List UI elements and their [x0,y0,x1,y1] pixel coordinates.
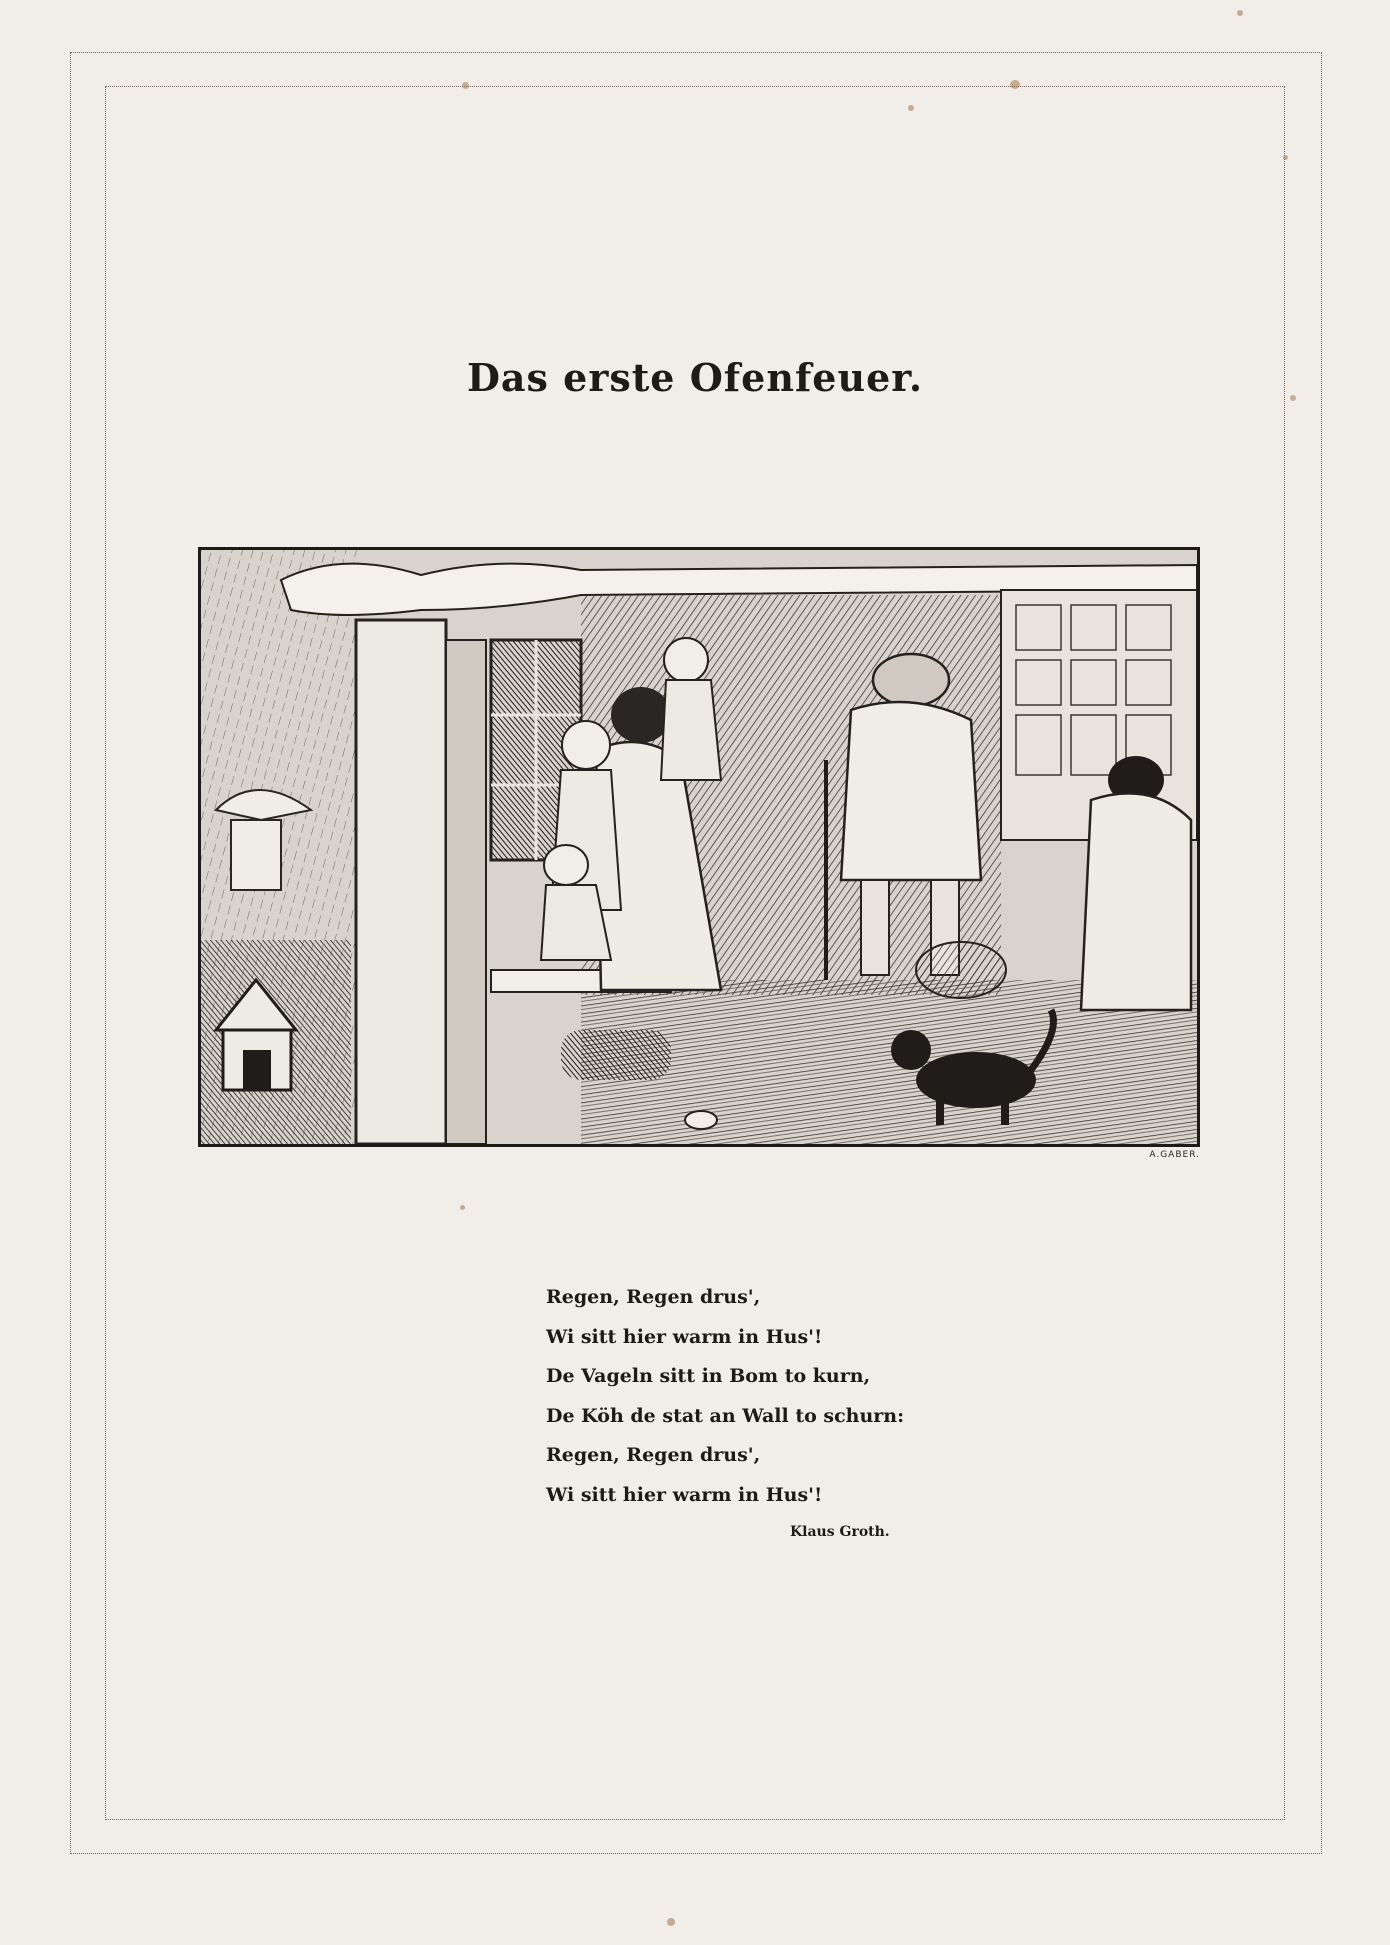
foxing-speck [1237,10,1243,16]
foxing-speck [908,105,914,111]
foxing-speck [462,82,469,89]
foxing-speck [460,1205,465,1210]
poem-line: Regen, Regen drus', [546,1444,761,1466]
poem-line: Regen, Regen drus', [546,1286,761,1308]
foxing-speck [1283,155,1288,160]
poem-stanza [546,1278,946,1515]
engraving-illustration [198,547,1200,1147]
page-title: Das erste Ofenfeuer. [466,355,924,400]
poem-line: De Vageln sitt in Bom to kurn, [546,1365,871,1387]
poem-line: De Köh de stat an Wall to schurn: [546,1404,905,1427]
poem-author: Klaus Groth. [790,1524,890,1540]
foxing-speck [1290,395,1296,401]
poem-line: Wi sitt hier warm in Hus'! [546,1325,823,1348]
foxing-speck [667,1918,675,1926]
foxing-speck [1010,80,1020,89]
poem-line: Wi sitt hier warm in Hus'! [546,1483,823,1506]
engraver-signature: A.GABER. [1149,1150,1200,1160]
